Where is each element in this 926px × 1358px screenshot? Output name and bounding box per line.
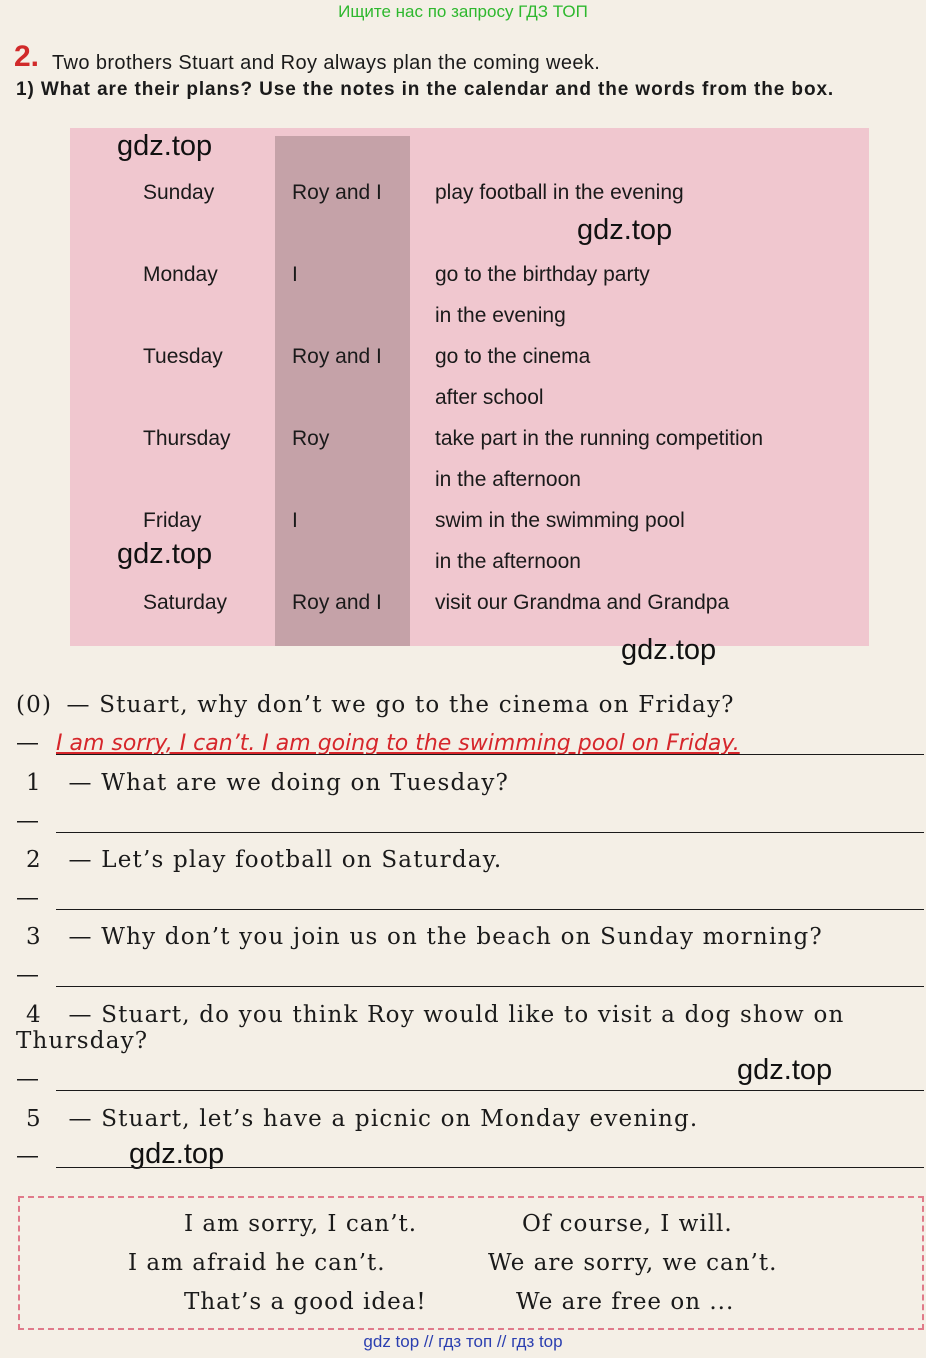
- calendar-who: Roy and I: [292, 591, 382, 614]
- question-text: — Stuart, why don’t we go to the cinema on Friday?: [66, 692, 735, 718]
- calendar-day: Saturday: [143, 591, 228, 614]
- question-number: 5: [26, 1106, 42, 1132]
- calendar-plan: go to the cinema: [435, 345, 591, 368]
- calendar-who: Roy and I: [292, 345, 382, 368]
- question: [16, 1106, 698, 1132]
- watermark: gdz.top: [129, 1138, 225, 1170]
- calendar-row: [70, 263, 869, 345]
- calendar-day: Thursday: [143, 427, 231, 450]
- calendar-row: [70, 345, 869, 427]
- calendar-plan-time: after school: [435, 386, 544, 409]
- calendar-day: Tuesday: [143, 345, 223, 368]
- question-number: 1: [26, 770, 42, 796]
- calendar-plan: take part in the running competition: [435, 427, 764, 450]
- calendar-plan-time: in the afternoon: [435, 468, 581, 491]
- calendar-plan-time: in the evening: [435, 304, 566, 327]
- question-text: — Let’s play football on Saturday.: [68, 847, 503, 873]
- answer-line[interactable]: [56, 909, 924, 910]
- header-note: Ищите нас по запросу ГДЗ ТОП: [338, 2, 588, 21]
- answer-dash: —: [16, 885, 39, 911]
- watermark: gdz.top: [117, 538, 213, 570]
- task-instruction: 1) What are their plans? Use the notes in the calendar and the words from the box.: [16, 79, 835, 100]
- question-text: — Stuart, do you think Roy would like to visit a dog show on: [68, 1002, 845, 1028]
- calendar-row: [70, 591, 869, 673]
- phrase: That’s a good idea!: [184, 1289, 427, 1315]
- question: [16, 770, 509, 796]
- answer-line[interactable]: [56, 1167, 924, 1168]
- calendar-who: I: [292, 509, 298, 532]
- calendar-day: Monday: [143, 263, 218, 286]
- calendar-plan: play football in the evening: [435, 181, 684, 204]
- watermark: gdz.top: [117, 130, 213, 162]
- phrase: Of course, I will.: [522, 1211, 733, 1237]
- question-number: 4: [26, 1002, 42, 1028]
- question-continuation: Thursday?: [16, 1028, 149, 1054]
- calendar-day: Sunday: [143, 181, 215, 204]
- phrase: We are free on ...: [516, 1289, 735, 1315]
- calendar-who: I: [292, 263, 298, 286]
- watermark: gdz.top: [577, 214, 673, 246]
- calendar-who: Roy and I: [292, 181, 382, 204]
- answer-line[interactable]: [56, 832, 924, 833]
- question-number: (0): [16, 692, 53, 718]
- question: [16, 847, 502, 873]
- question-number: 2: [26, 847, 42, 873]
- answer-line[interactable]: [56, 986, 924, 987]
- answer-line[interactable]: [56, 1090, 924, 1091]
- calendar-who: Roy: [292, 427, 330, 450]
- calendar-plan-time: in the afternoon: [435, 550, 581, 573]
- task-title: Two brothers Stuart and Roy always plan the coming week.: [52, 52, 601, 74]
- calendar-plan: go to the birthday party: [435, 263, 650, 286]
- question: [16, 924, 823, 950]
- answer-dash: —: [16, 730, 39, 756]
- question-text: — Why don’t you join us on the beach on Sunday morning?: [68, 924, 823, 950]
- phrase: I am sorry, I can’t.: [184, 1211, 418, 1237]
- phrase: We are sorry, we can’t.: [488, 1250, 778, 1276]
- example-answer: I am sorry, I can’t. I am going to the swimming pool on Friday.: [56, 731, 740, 756]
- calendar-day: Friday: [143, 509, 202, 532]
- answer-dash: —: [16, 1066, 39, 1092]
- question-text: — Stuart, let’s have a picnic on Monday evening.: [68, 1106, 699, 1132]
- phrase: I am afraid he can’t.: [128, 1250, 386, 1276]
- calendar-row: [70, 181, 869, 263]
- calendar-plan: visit our Grandma and Grandpa: [435, 591, 730, 614]
- task-number: 2.: [14, 40, 40, 73]
- watermark: gdz.top: [621, 634, 717, 666]
- question: [16, 1002, 845, 1028]
- question: [16, 692, 735, 718]
- calendar-plan: swim in the swimming pool: [435, 509, 685, 532]
- watermark: gdz.top: [737, 1054, 833, 1086]
- question-text: — What are we doing on Tuesday?: [68, 770, 510, 796]
- answer-line[interactable]: [56, 754, 924, 755]
- answer-dash: —: [16, 962, 39, 988]
- footer-note: gdz top // гдз топ // гдз top: [363, 1332, 563, 1351]
- calendar-row: [70, 427, 869, 509]
- question-number: 3: [26, 924, 42, 950]
- answer-dash: —: [16, 1143, 39, 1169]
- answer-dash: —: [16, 808, 39, 834]
